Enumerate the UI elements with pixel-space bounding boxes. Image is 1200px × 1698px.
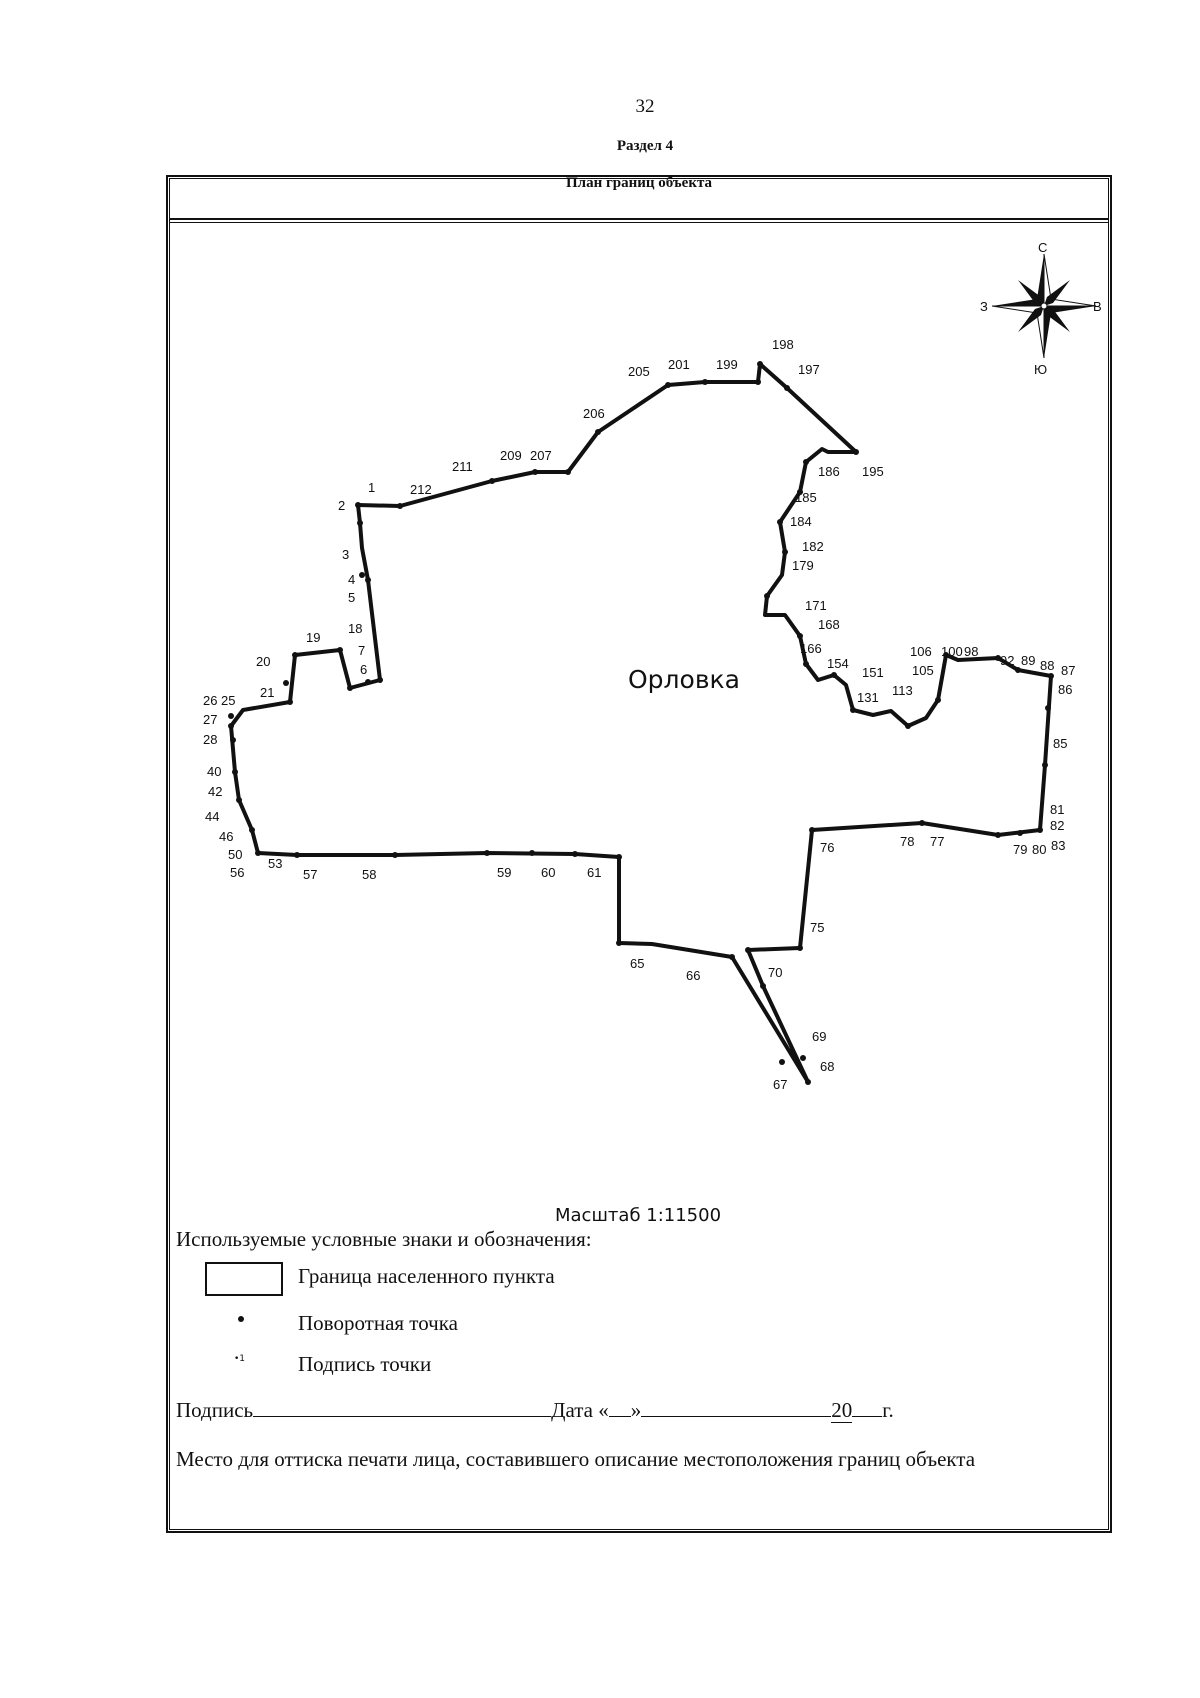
turning-point xyxy=(831,672,837,678)
legend-boundary-symbol xyxy=(205,1262,283,1296)
turning-point xyxy=(294,852,300,858)
turning-point xyxy=(347,685,353,691)
turning-point xyxy=(779,1059,785,1065)
turning-point xyxy=(797,633,803,639)
turning-point xyxy=(1045,705,1051,711)
point-label: 59 xyxy=(497,865,512,880)
point-label: 61 xyxy=(587,865,602,880)
turning-point xyxy=(532,469,538,475)
turning-point xyxy=(760,983,766,989)
turning-points xyxy=(228,361,1054,1085)
compass-east: В xyxy=(1093,299,1102,314)
point-label: 79 xyxy=(1013,842,1028,857)
plan-title: План границ объекта xyxy=(565,175,713,191)
page-number: 32 xyxy=(635,96,655,117)
turning-point xyxy=(392,852,398,858)
point-label: 44 xyxy=(205,809,220,824)
turning-point xyxy=(359,572,365,578)
turning-point xyxy=(784,385,790,391)
point-label: 100 xyxy=(941,644,963,659)
point-label: 154 xyxy=(827,656,849,671)
turning-point xyxy=(1048,673,1054,679)
point-label: 75 xyxy=(810,920,825,935)
point-label: 28 xyxy=(203,732,218,747)
point-label: 113 xyxy=(892,683,913,698)
point-label: 3 xyxy=(342,547,350,562)
point-label: 81 xyxy=(1050,802,1065,817)
point-label: 184 xyxy=(790,514,812,529)
point-label: 60 xyxy=(541,865,556,880)
settlement-name: Орловка xyxy=(628,665,740,694)
point-label: 78 xyxy=(900,834,915,849)
point-label: 76 xyxy=(820,840,835,855)
point-label: 1 xyxy=(368,480,376,495)
turning-point xyxy=(484,850,490,856)
point-label: 182 xyxy=(802,539,824,554)
turning-point xyxy=(755,379,761,385)
point-label: 195 xyxy=(862,464,884,479)
turning-point xyxy=(357,520,363,526)
year-suffix: г. xyxy=(882,1398,894,1422)
point-label: 207 xyxy=(530,448,552,463)
turning-point xyxy=(283,680,289,686)
turning-point xyxy=(365,577,371,583)
turning-point xyxy=(249,827,255,833)
turning-point xyxy=(595,429,601,435)
turning-point xyxy=(529,850,535,856)
point-label: 105 xyxy=(912,663,934,678)
point-label: 166 xyxy=(800,641,822,656)
legend-boundary-label: Граница населенного пункта xyxy=(298,1264,555,1288)
turning-point xyxy=(228,713,234,719)
turning-point xyxy=(777,519,783,525)
turning-point xyxy=(232,769,238,775)
point-label: 83 xyxy=(1051,838,1066,853)
turning-point xyxy=(797,945,803,951)
point-labels xyxy=(203,337,1075,1092)
turning-point xyxy=(782,549,788,555)
turning-point xyxy=(616,940,622,946)
point-label: 151 xyxy=(862,665,884,680)
point-label: 7 xyxy=(358,643,366,658)
point-label: 65 xyxy=(630,956,645,971)
turning-point xyxy=(850,707,856,713)
point-label: 67 xyxy=(773,1077,788,1092)
compass-south: Ю xyxy=(1034,362,1048,377)
turning-point xyxy=(803,661,809,667)
legend-point-label-sample: •1 xyxy=(234,1354,246,1364)
point-label: 92 xyxy=(1000,653,1015,668)
signature-blank[interactable] xyxy=(253,1398,551,1417)
point-label: 88 xyxy=(1040,658,1055,673)
turning-point xyxy=(572,851,578,857)
year-blank[interactable] xyxy=(852,1398,882,1417)
point-label: 206 xyxy=(583,406,605,421)
date-day-blank[interactable] xyxy=(609,1398,631,1417)
map-scale: Масштаб 1:11500 xyxy=(555,1205,722,1226)
point-label: 69 xyxy=(812,1029,827,1044)
point-label: 68 xyxy=(820,1059,835,1074)
date-label: Дата « xyxy=(551,1398,609,1422)
turning-point xyxy=(853,449,859,455)
turning-point xyxy=(230,737,236,743)
legend-point-label-text: Подпись точки xyxy=(298,1352,432,1376)
point-label: 201 xyxy=(668,357,690,372)
turning-point xyxy=(764,593,770,599)
point-label: 57 xyxy=(303,867,318,882)
turning-point xyxy=(255,850,261,856)
turning-point xyxy=(365,679,371,685)
signature-label: Подпись xyxy=(176,1398,254,1422)
point-label: 80 xyxy=(1032,842,1047,857)
point-label: 209 xyxy=(500,448,522,463)
date-month-blank[interactable] xyxy=(641,1398,831,1417)
legend-point-icon xyxy=(238,1316,244,1322)
point-label: 18 xyxy=(348,621,363,636)
turning-point xyxy=(665,382,671,388)
point-label: 27 xyxy=(203,712,218,727)
point-label: 4 xyxy=(348,572,356,587)
point-label: 89 xyxy=(1021,653,1036,668)
turning-point xyxy=(935,697,941,703)
point-label: 77 xyxy=(930,834,945,849)
signature-row xyxy=(176,1398,894,1423)
point-label: 82 xyxy=(1050,818,1065,833)
point-label: 168 xyxy=(818,617,840,632)
point-label: 25 xyxy=(221,693,236,708)
turning-point xyxy=(1042,762,1048,768)
point-label: 199 xyxy=(716,357,738,372)
point-label: 197 xyxy=(798,362,820,377)
turning-point xyxy=(803,459,809,465)
turning-point xyxy=(729,954,735,960)
point-label: 66 xyxy=(686,968,701,983)
point-label: 53 xyxy=(268,856,283,871)
turning-point xyxy=(355,502,361,508)
turning-point xyxy=(377,677,383,683)
turning-point xyxy=(805,1079,811,1085)
stamp-text: Место для оттиска печати лица, составившего описание местоположения границ объекта xyxy=(176,1447,976,1471)
legend-turning-point-label: Поворотная точка xyxy=(298,1311,458,1335)
section-title: Раздел 4 xyxy=(616,138,674,154)
turning-point xyxy=(919,820,925,826)
point-label: 179 xyxy=(792,558,814,573)
point-label: 46 xyxy=(219,829,234,844)
point-label: 205 xyxy=(628,364,650,379)
settlement-boundary xyxy=(231,364,1051,1082)
point-label: 185 xyxy=(795,490,817,505)
turning-point xyxy=(757,361,763,367)
turning-point xyxy=(809,827,815,833)
point-label: 198 xyxy=(772,337,794,352)
point-label: 86 xyxy=(1058,682,1073,697)
point-label: 50 xyxy=(228,847,243,862)
compass-rose-icon xyxy=(992,254,1096,358)
compass-west: З xyxy=(980,299,988,314)
point-label: 21 xyxy=(260,685,275,700)
point-label: 6 xyxy=(360,662,368,677)
point-label: 87 xyxy=(1061,663,1076,678)
point-label: 5 xyxy=(348,590,356,605)
year-prefix: 20 xyxy=(831,1398,853,1422)
point-label: 186 xyxy=(818,464,840,479)
turning-point xyxy=(228,723,234,729)
point-label: 2 xyxy=(338,498,346,513)
turning-point xyxy=(287,699,293,705)
point-label: 171 xyxy=(805,598,827,613)
point-label: 106 xyxy=(910,644,932,659)
turning-point xyxy=(1037,827,1043,833)
point-label: 26 xyxy=(203,693,218,708)
point-label: 131 xyxy=(857,690,879,705)
point-label: 19 xyxy=(306,630,321,645)
point-label: 20 xyxy=(256,654,271,669)
turning-point xyxy=(565,469,571,475)
turning-point xyxy=(616,854,622,860)
point-label: 42 xyxy=(208,784,223,799)
point-label: 85 xyxy=(1053,736,1068,751)
date-close: » xyxy=(630,1398,642,1422)
turning-point xyxy=(489,478,495,484)
point-label: 58 xyxy=(362,867,377,882)
point-label: 70 xyxy=(768,965,783,980)
turning-point xyxy=(337,647,343,653)
turning-point xyxy=(292,652,298,658)
point-label: 98 xyxy=(964,644,979,659)
point-label: 212 xyxy=(410,482,432,497)
turning-point xyxy=(1017,830,1023,836)
turning-point xyxy=(397,503,403,509)
turning-point xyxy=(236,797,242,803)
turning-point xyxy=(905,723,911,729)
legend-title: Используемые условные знаки и обозначения: xyxy=(176,1227,592,1251)
point-label: 56 xyxy=(230,865,245,880)
point-label: 40 xyxy=(207,764,222,779)
compass-north: С xyxy=(1038,240,1048,255)
turning-point xyxy=(745,947,751,953)
turning-point xyxy=(702,379,708,385)
turning-point xyxy=(800,1055,806,1061)
point-label: 211 xyxy=(452,459,473,474)
turning-point xyxy=(995,832,1001,838)
